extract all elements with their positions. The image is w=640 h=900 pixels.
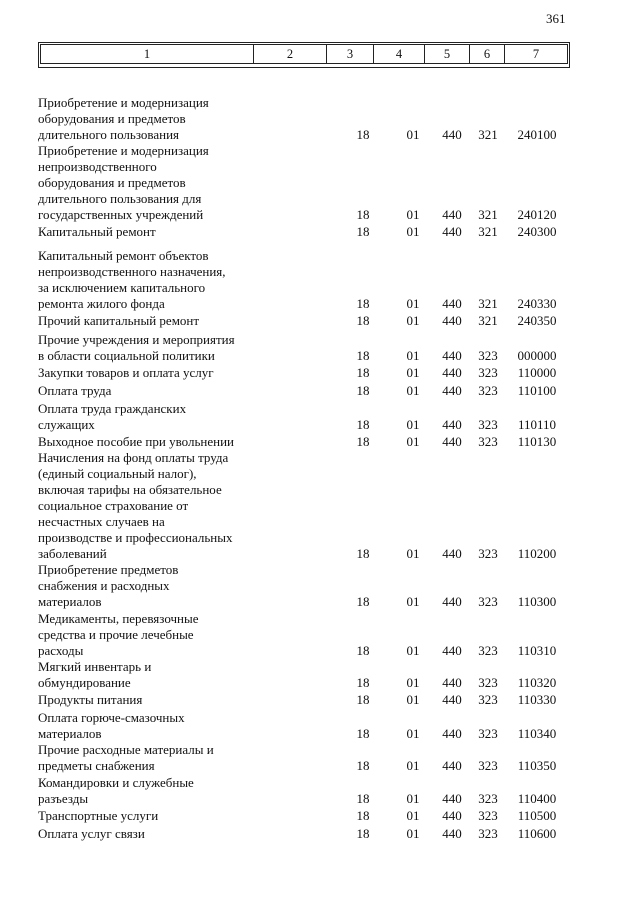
row-code-c6: 323 (478, 434, 498, 449)
table-row (0, 775, 640, 807)
row-code-c6: 323 (478, 365, 498, 380)
row-code-c7: 240330 (517, 296, 557, 311)
row-code-c7: 110130 (517, 434, 557, 449)
row-code-c7: 110100 (517, 383, 557, 398)
row-code-c3: 18 (356, 207, 370, 222)
row-code-c6: 323 (478, 383, 498, 398)
row-name: Командировки и служебные разъезды (38, 775, 194, 806)
row-code-c3: 18 (356, 417, 370, 432)
row-code-c7: 110400 (517, 791, 557, 806)
row-code-c5: 440 (442, 224, 462, 239)
table-row (0, 562, 640, 610)
row-code-c3: 18 (356, 826, 370, 841)
row-code-c3: 18 (356, 594, 370, 609)
table-row (0, 224, 640, 240)
row-code-c6: 323 (478, 808, 498, 823)
row-code-c4: 01 (406, 643, 420, 658)
row-code-c7: 000000 (517, 348, 557, 363)
row-code-c4: 01 (406, 692, 420, 707)
row-name: Приобретение предметов снабжения и расходных материалов (38, 562, 179, 609)
row-code-c5: 440 (442, 434, 462, 449)
row-code-c7: 240120 (517, 207, 557, 222)
row-code-c7: 110350 (517, 758, 557, 773)
row-name: Мягкий инвентарь и обмундирование (38, 659, 152, 690)
row-code-c4: 01 (406, 224, 420, 239)
row-code-c5: 440 (442, 675, 462, 690)
table-row (0, 742, 640, 774)
row-code-c6: 321 (478, 127, 498, 142)
row-code-c7: 240100 (517, 127, 557, 142)
row-code-c6: 321 (478, 224, 498, 239)
row-code-c3: 18 (356, 365, 370, 380)
column-header-2: 2 (254, 45, 327, 64)
row-code-c6: 321 (478, 207, 498, 222)
row-code-c5: 440 (442, 546, 462, 561)
column-header-5: 5 (425, 45, 470, 64)
column-header-3: 3 (327, 45, 374, 64)
row-code-c7: 240350 (517, 313, 557, 328)
row-name: Транспортные услуги (38, 808, 159, 823)
row-code-c4: 01 (406, 127, 420, 142)
row-code-c3: 18 (356, 808, 370, 823)
column-header-1: 1 (41, 45, 254, 64)
row-code-c3: 18 (356, 546, 370, 561)
row-code-c6: 323 (478, 594, 498, 609)
row-code-c7: 110320 (517, 675, 557, 690)
row-code-c5: 440 (442, 594, 462, 609)
table-row (0, 826, 640, 842)
table-row (0, 95, 640, 143)
row-code-c4: 01 (406, 758, 420, 773)
column-header-6: 6 (470, 45, 505, 64)
row-code-c7: 110330 (517, 692, 557, 707)
row-name: Прочие расходные материалы и предметы снабжения (38, 742, 214, 773)
table-row (0, 659, 640, 691)
table-row (0, 450, 640, 562)
page-number: 361 (546, 11, 566, 26)
column-header-7: 7 (505, 45, 568, 64)
row-code-c4: 01 (406, 434, 420, 449)
row-code-c4: 01 (406, 417, 420, 432)
table-row (0, 383, 640, 399)
column-header-table (40, 44, 568, 64)
row-code-c3: 18 (356, 296, 370, 311)
row-code-c3: 18 (356, 348, 370, 363)
row-name: Приобретение и модернизация непроизводственного оборудования и предметов длительного пользования для государственных учреждений (38, 143, 209, 222)
row-name: Оплата труда гражданских служащих (38, 401, 187, 432)
row-code-c7: 240300 (517, 224, 557, 239)
row-code-c3: 18 (356, 383, 370, 398)
row-code-c6: 321 (478, 313, 498, 328)
row-code-c3: 18 (356, 643, 370, 658)
row-code-c4: 01 (406, 207, 420, 222)
table-row (0, 692, 640, 708)
row-code-c7: 110110 (517, 417, 557, 432)
row-code-c4: 01 (406, 808, 420, 823)
row-code-c6: 323 (478, 826, 498, 841)
row-code-c4: 01 (406, 365, 420, 380)
row-code-c5: 440 (442, 808, 462, 823)
table-row (0, 143, 640, 223)
table-row (0, 248, 640, 312)
row-code-c3: 18 (356, 791, 370, 806)
row-code-c5: 440 (442, 417, 462, 432)
row-name: Оплата труда (38, 383, 112, 398)
row-code-c3: 18 (356, 224, 370, 239)
row-code-c6: 321 (478, 296, 498, 311)
row-code-c3: 18 (356, 692, 370, 707)
row-code-c7: 110000 (517, 365, 557, 380)
row-code-c6: 323 (478, 726, 498, 741)
row-code-c5: 440 (442, 643, 462, 658)
table-row (0, 365, 640, 381)
row-code-c5: 440 (442, 826, 462, 841)
row-code-c7: 110500 (517, 808, 557, 823)
row-code-c5: 440 (442, 726, 462, 741)
table-row (0, 710, 640, 742)
row-code-c5: 440 (442, 692, 462, 707)
table-row (0, 434, 640, 450)
row-code-c5: 440 (442, 348, 462, 363)
row-code-c5: 440 (442, 296, 462, 311)
row-code-c4: 01 (406, 313, 420, 328)
row-code-c4: 01 (406, 826, 420, 841)
row-code-c7: 110310 (517, 643, 557, 658)
row-code-c5: 440 (442, 791, 462, 806)
row-code-c6: 323 (478, 692, 498, 707)
row-code-c3: 18 (356, 758, 370, 773)
row-code-c6: 323 (478, 675, 498, 690)
table-row (0, 332, 640, 364)
row-code-c5: 440 (442, 383, 462, 398)
row-code-c7: 110300 (517, 594, 557, 609)
row-code-c4: 01 (406, 296, 420, 311)
column-header-4: 4 (374, 45, 425, 64)
table-row (0, 808, 640, 824)
row-code-c7: 110340 (517, 726, 557, 741)
row-code-c5: 440 (442, 127, 462, 142)
table-row (0, 313, 640, 329)
row-code-c5: 440 (442, 207, 462, 222)
row-code-c6: 323 (478, 417, 498, 432)
row-code-c6: 323 (478, 546, 498, 561)
row-code-c3: 18 (356, 434, 370, 449)
row-code-c4: 01 (406, 383, 420, 398)
row-code-c7: 110600 (517, 826, 557, 841)
row-code-c3: 18 (356, 127, 370, 142)
row-name: Прочий капитальный ремонт (38, 313, 200, 328)
row-name: Оплата горюче-смазочных материалов (38, 710, 185, 741)
row-code-c3: 18 (356, 726, 370, 741)
row-code-c4: 01 (406, 675, 420, 690)
row-name: Оплата услуг связи (38, 826, 145, 841)
row-code-c4: 01 (406, 726, 420, 741)
row-name: Начисления на фонд оплаты труда (единый социальный налог), включая тарифы на обязательное социальное страхование от несчастных случаев на производстве и профессиональных заболеваний (38, 450, 233, 561)
row-code-c6: 323 (478, 791, 498, 806)
row-name: Приобретение и модернизация оборудования и предметов длительного пользования (38, 95, 209, 142)
row-code-c3: 18 (356, 313, 370, 328)
row-code-c6: 323 (478, 348, 498, 363)
table-row (0, 401, 640, 433)
row-name: Капитальный ремонт объектов непроизводственного назначения, за исключением капитального ремонта жилого фонда (38, 248, 226, 311)
row-code-c5: 440 (442, 758, 462, 773)
row-code-c4: 01 (406, 594, 420, 609)
row-name: Закупки товаров и оплата услуг (38, 365, 214, 380)
row-code-c3: 18 (356, 675, 370, 690)
row-name: Медикаменты, перевязочные средства и прочие лечебные расходы (38, 611, 199, 658)
row-name: Выходное пособие при увольнении (38, 434, 234, 449)
row-code-c4: 01 (406, 348, 420, 363)
row-code-c6: 323 (478, 758, 498, 773)
row-code-c5: 440 (442, 313, 462, 328)
row-name: Прочие учреждения и мероприятия в области социальной политики (38, 332, 235, 363)
row-code-c5: 440 (442, 365, 462, 380)
row-name: Продукты питания (38, 692, 143, 707)
row-code-c4: 01 (406, 546, 420, 561)
row-code-c6: 323 (478, 643, 498, 658)
row-name: Капитальный ремонт (38, 224, 156, 239)
row-code-c4: 01 (406, 791, 420, 806)
table-row (0, 611, 640, 659)
row-code-c7: 110200 (517, 546, 557, 561)
